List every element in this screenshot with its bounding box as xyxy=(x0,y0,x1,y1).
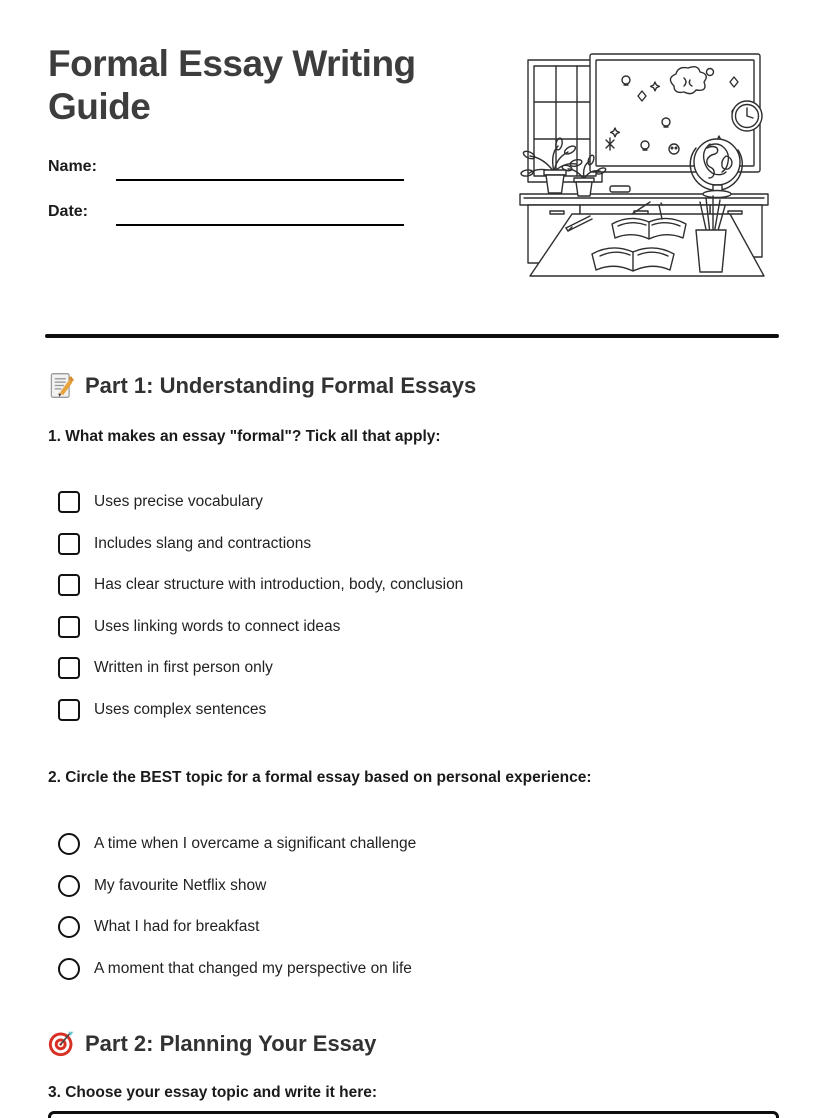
radio-button[interactable] xyxy=(58,875,80,897)
checklist-item xyxy=(58,574,463,596)
name-label: Name: xyxy=(48,158,97,175)
q1-checklist xyxy=(58,491,463,740)
checkbox-label: Uses complex sentences xyxy=(94,700,267,718)
date-label: Date: xyxy=(48,203,89,220)
memo-icon xyxy=(48,372,75,399)
question-1: 1. What makes an essay "formal"? Tick all that apply: xyxy=(48,428,441,445)
radio-item xyxy=(58,875,416,897)
classroom-illustration xyxy=(514,52,776,280)
checkbox[interactable] xyxy=(58,699,80,721)
checkbox-label: Includes slang and contractions xyxy=(94,534,312,552)
checklist-item xyxy=(58,616,463,638)
checklist-item xyxy=(58,657,463,679)
checkbox-label: Written in first person only xyxy=(94,659,273,676)
part2-heading-text: Part 2: Planning Your Essay xyxy=(85,1030,377,1056)
radio-button[interactable] xyxy=(58,833,80,855)
q2-radio-list xyxy=(58,833,416,999)
radio-label: A time when I overcame a significant challenge xyxy=(94,835,417,852)
checklist-item xyxy=(58,533,463,555)
checkbox[interactable] xyxy=(58,491,80,513)
checkbox[interactable] xyxy=(58,657,80,679)
page-title: Formal Essay Writing Guide xyxy=(48,43,416,127)
part2-heading xyxy=(48,1030,376,1057)
part1-heading-text: Part 1: Understanding Formal Essays xyxy=(85,372,477,398)
dart-target-icon xyxy=(48,1030,75,1057)
checkbox[interactable] xyxy=(58,616,80,638)
section-divider xyxy=(45,334,779,338)
radio-label: What I had for breakfast xyxy=(94,918,260,935)
classroom-illustration-svg xyxy=(514,52,776,280)
radio-item xyxy=(58,958,416,980)
checklist-item xyxy=(58,491,463,513)
checkbox[interactable] xyxy=(58,533,80,555)
radio-item xyxy=(58,916,416,938)
part1-heading xyxy=(48,372,476,399)
checkbox-label: Has clear structure with introduction, body, conclusion xyxy=(94,576,464,593)
checkbox[interactable] xyxy=(58,574,80,596)
radio-label: My favourite Netflix show xyxy=(94,876,267,894)
radio-button[interactable] xyxy=(58,958,80,980)
question-3: 3. Choose your essay topic and write it here: xyxy=(48,1084,378,1101)
essay-topic-answer-box[interactable] xyxy=(48,1111,779,1118)
checkbox-label: Uses precise vocabulary xyxy=(94,493,263,510)
radio-label: A moment that changed my perspective on life xyxy=(94,959,412,977)
question-2: 2. Circle the BEST topic for a formal essay based on personal experience: xyxy=(48,769,592,786)
checklist-item xyxy=(58,699,463,721)
radio-button[interactable] xyxy=(58,916,80,938)
name-input-line[interactable] xyxy=(116,157,404,181)
date-input-line[interactable] xyxy=(116,202,404,226)
checkbox-label: Uses linking words to connect ideas xyxy=(94,617,341,635)
radio-item xyxy=(58,833,416,855)
